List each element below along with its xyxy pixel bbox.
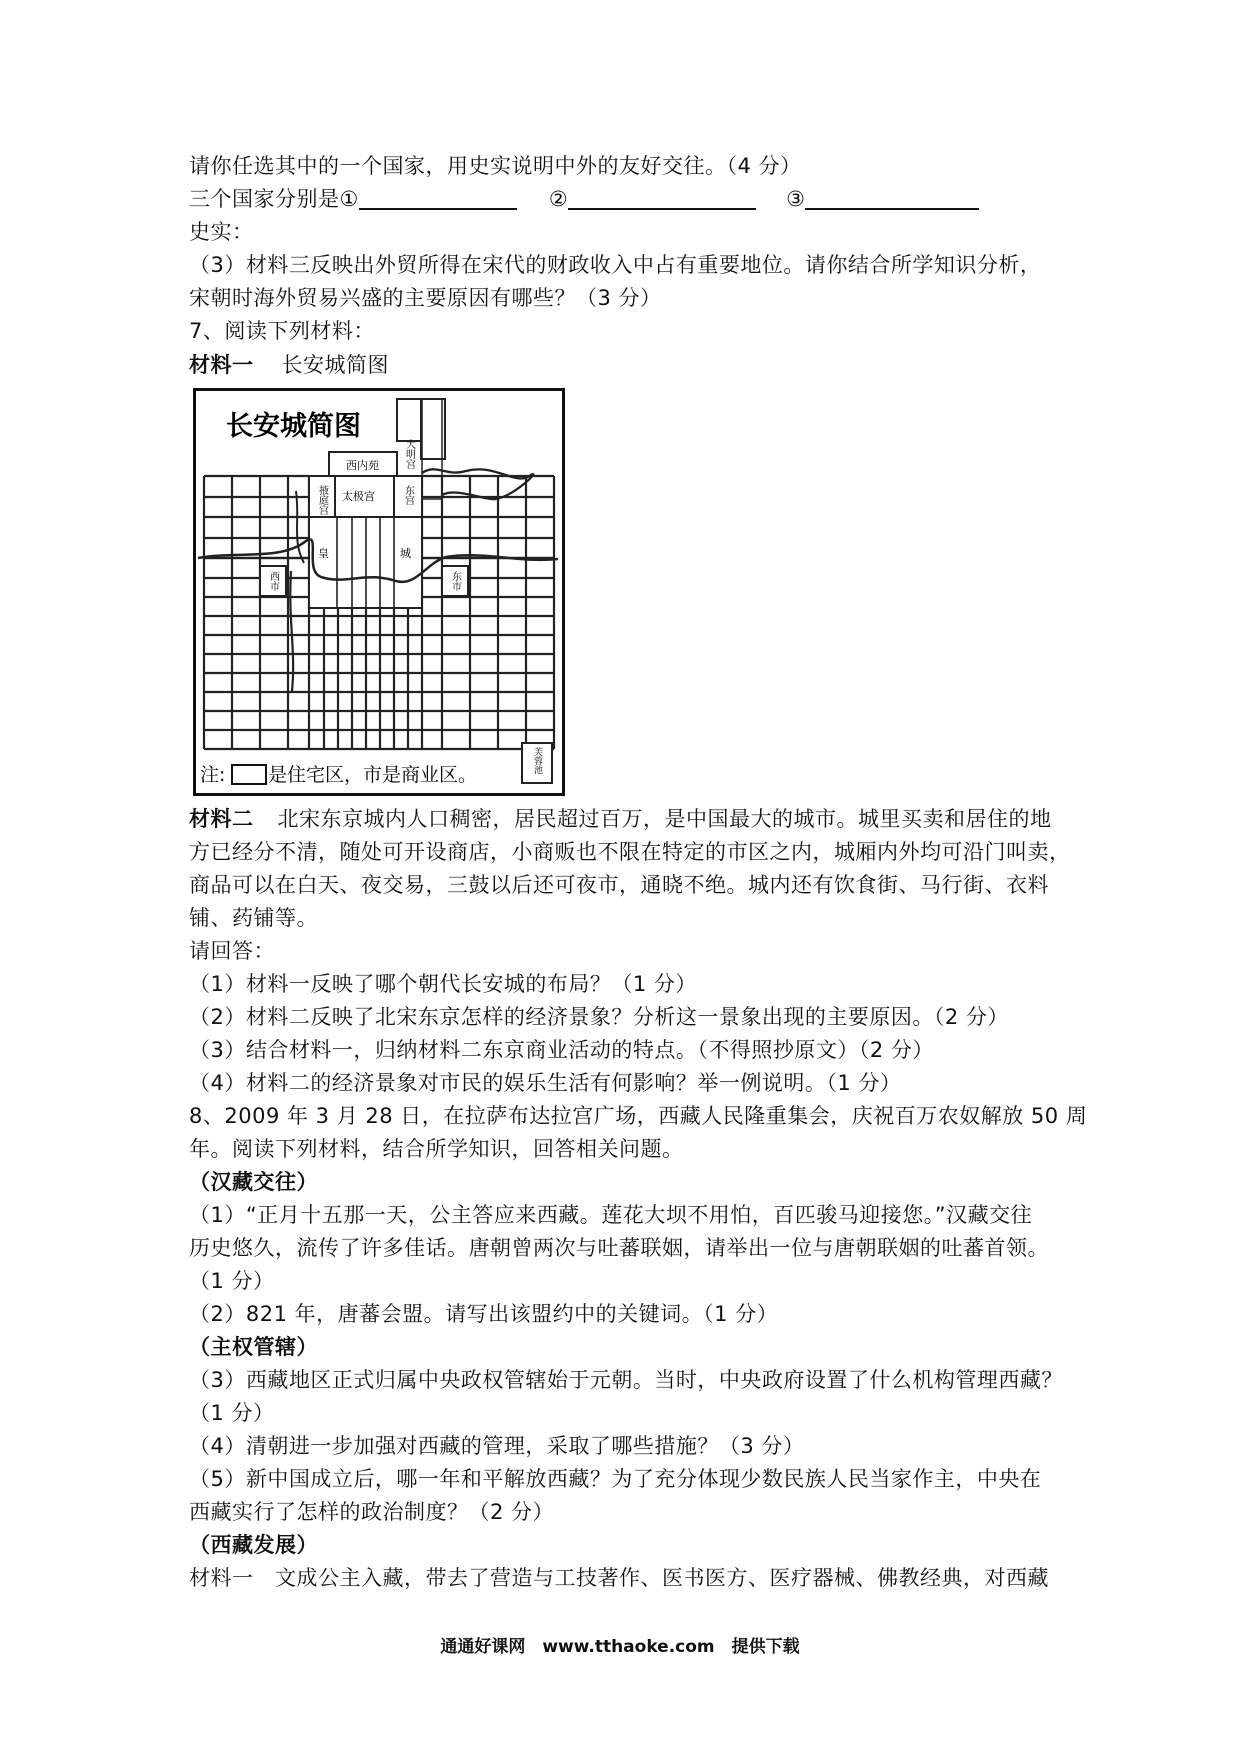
- q8-sub5-line2: 西藏实行了怎样的政治制度？（2 分）: [189, 1500, 555, 1524]
- map-note-prefix: 注:: [200, 764, 226, 786]
- material2-line4: 铺、药铺等。: [189, 906, 318, 930]
- cheng-label: 城: [400, 547, 411, 560]
- west-market-label: 西市: [267, 571, 279, 591]
- please-answer: 请回答：: [189, 939, 275, 963]
- yeting-label: 掖庭宫: [316, 485, 328, 515]
- donggong-label: 东宫: [402, 485, 414, 505]
- section-han-tibet: （汉藏交往）: [189, 1170, 318, 1194]
- taiji-label: 太极宫: [342, 490, 375, 503]
- q7-sub2: （2）材料二反映了北宋东京怎样的经济景象？分析这一景象出现的主要原因。（2 分）: [189, 1005, 1009, 1029]
- q6-sub3-line2: 宋朝时海外贸易兴盛的主要原因有哪些？（3 分）: [189, 286, 662, 310]
- q8-sub3-line1: （3）西藏地区正式归属中央政权管辖始于元朝。当时，中央政府设置了什么机构管理西藏？: [189, 1368, 1063, 1392]
- history-fact-label: 史实：: [189, 220, 254, 244]
- q8-sub1-line1: （1）“正月十五那一天，公主答应来西藏。莲花大坝不用怕，百匹骏马迎接您。”汉藏交往: [189, 1203, 1033, 1227]
- material2-line1: [189, 803, 1069, 836]
- circle-3-label: ③: [786, 187, 806, 211]
- q8-sub3-line2: （1 分）: [189, 1401, 275, 1425]
- q8-sub1-line2: 历史悠久，流传了许多佳话。唐朝曾两次与吐蕃联姻，请举出一位与唐朝联姻的吐蕃首领。: [189, 1236, 1049, 1260]
- q8-sub1-line3: （1 分）: [189, 1269, 275, 1293]
- material2-line2: 方已经分不清，随处可开设商店，小商贩也不限在特定的市区之内，城厢内外均可沿门叫卖，: [189, 840, 1071, 864]
- q6-prompt: 请你任选其中的一个国家，用史实说明中外的友好交往。（4 分）: [189, 154, 802, 178]
- material1-title: 长安城简图: [281, 353, 389, 377]
- q8-sub4: （4）清朝进一步加强对西藏的管理，采取了哪些措施？（3 分）: [189, 1434, 805, 1458]
- q6-sub3-line1: （3）材料三反映出外贸所得在宋代的财政收入中占有重要地位。请你结合所学知识分析，: [189, 253, 1042, 277]
- q7-material1-line: [189, 349, 1069, 382]
- circle-2-label: ②: [548, 187, 569, 211]
- q8-material1: 材料一 文成公主入藏，带去了营造与工技著作、医书医方、医疗器械、佛教经典，对西藏: [189, 1566, 1049, 1590]
- map-drawing: [196, 391, 562, 793]
- section-tibet-development: （西藏发展）: [189, 1533, 318, 1557]
- answer-blank-3[interactable]: [805, 184, 979, 210]
- q7-heading: 7、阅读下列材料：: [189, 319, 375, 343]
- material2-label: 材料二: [189, 807, 254, 831]
- section-sovereignty: （主权管辖）: [189, 1335, 318, 1359]
- q8-intro2: 年。阅读下列材料，结合所学知识，回答相关问题。: [189, 1137, 684, 1161]
- changan-map: [193, 388, 565, 796]
- q8-sub5-line1: （5）新中国成立后，哪一年和平解放西藏？为了充分体现少数民族人民当家作主，中央在: [189, 1467, 1042, 1491]
- q7-sub3: （3）结合材料一，归纳材料二东京商业活动的特点。（不得照抄原文）（2 分）: [189, 1038, 934, 1062]
- daming-box: [397, 399, 421, 441]
- xineiyuan-label: 西内苑: [346, 459, 379, 472]
- footer-source: 通通好课网 www.tthaoke.com 提供下载: [440, 1637, 800, 1657]
- material2-text1: 北宋东京城内人口稠密，居民超过百万，是中国最大的城市。城里买卖和居住的地: [277, 807, 1052, 831]
- answer-blank-1[interactable]: [359, 184, 517, 210]
- q8-intro1: 8、2009 年 3 月 28 日，在拉萨布达拉宫广场，西藏人民隆重集会，庆祝百万农奴解放 50 周: [189, 1104, 1088, 1128]
- q7-sub1: （1）材料一反映了哪个朝代长安城的布局？（1 分）: [189, 972, 697, 996]
- material2-line3: 商品可以在白天、夜交易，三鼓以后还可夜市，通晓不绝。城内还有饮食街、马行街、衣料: [189, 873, 1049, 897]
- q6-countries-line: [189, 183, 1069, 216]
- countries-label: 三个国家分别是①: [189, 187, 359, 211]
- east-market-label: 东市: [449, 571, 461, 591]
- daming-label: 大明宫: [403, 439, 415, 469]
- map-title: 长安城简图: [226, 411, 361, 442]
- map-note-suffix: 是住宅区，市是商业区。: [268, 764, 478, 786]
- furong-label: 芙蓉池: [532, 747, 542, 774]
- q8-sub2: （2）821 年，唐蕃会盟。请写出该盟约中的关键词。（1 分）: [189, 1302, 779, 1326]
- huang-label: 皇: [318, 547, 329, 560]
- q7-sub4: （4）材料二的经济景象对市民的娱乐生活有何影响？举一例说明。（1 分）: [189, 1071, 902, 1095]
- material1-label: 材料一: [189, 353, 254, 377]
- answer-blank-2[interactable]: [568, 184, 756, 210]
